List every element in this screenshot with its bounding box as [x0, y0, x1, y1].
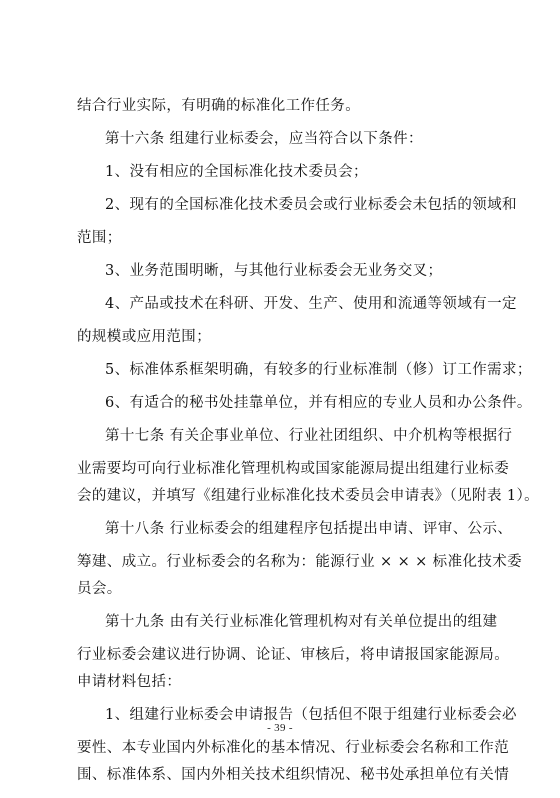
text-line: 围、标准体系、国内外相关技术组织情况、秘书处承担单位有关情 — [77, 767, 510, 783]
text-line: 的规模或应用范围； — [77, 329, 212, 345]
text-line: 会的建议，并填写《组建行业标准化技术委员会申请表》（见附表 1）。 — [77, 488, 540, 504]
text-line: 员会。 — [77, 581, 122, 597]
text-line: 1、组建行业标委会申请报告（包括但不限于组建行业标委会必 — [105, 707, 517, 723]
text-line: 行业标委会建议进行协调、论证、审核后，将申请报国家能源局。 — [77, 647, 510, 663]
text-line: 要性、本专业国内外标准化的基本情况、行业标委会名称和工作范 — [77, 740, 510, 756]
text-line: 范围； — [77, 230, 122, 246]
document-body — [77, 96, 540, 798]
text-line: 第十八条 行业标委会的组建程序包括提出申请、评审、公示、 — [105, 521, 513, 537]
text-line: 第十七条 有关企事业单位、行业社团组织、中介机构等根据行 — [105, 428, 513, 444]
text-line: 5、标准体系框架明确，有较多的行业标准制（修）订工作需求； — [105, 362, 532, 378]
text-line: 筹建、成立。行业标委会的名称为：能源行业 × × × 标准化技术委 — [77, 554, 523, 570]
page-number: - 39 - — [267, 722, 293, 734]
text-line: 申请材料包括： — [77, 674, 182, 690]
text-line: 4、产品或技术在科研、开发、生产、使用和流通等领域有一定 — [105, 296, 517, 312]
text-line: 结合行业实际，有明确的标准化工作任务。 — [77, 98, 361, 114]
text-line: 第十六条 组建行业标委会，应当符合以下条件： — [105, 131, 423, 147]
text-line: 业需要均可向行业标准化管理机构或国家能源局提出组建行业标委 — [77, 461, 510, 477]
text-line: 3、业务范围明晰，与其他行业标委会无业务交叉； — [105, 263, 443, 279]
text-line: 第十九条 由有关行业标准化管理机构对有关单位提出的组建 — [105, 614, 498, 630]
text-line: 6、有适合的秘书处挂靠单位，并有相应的专业人员和办公条件。 — [105, 395, 532, 411]
text-line: 2、现有的全国标准化技术委员会或行业标委会未包括的领域和 — [105, 197, 517, 213]
text-line: 1、没有相应的全国标准化技术委员会； — [105, 164, 368, 180]
